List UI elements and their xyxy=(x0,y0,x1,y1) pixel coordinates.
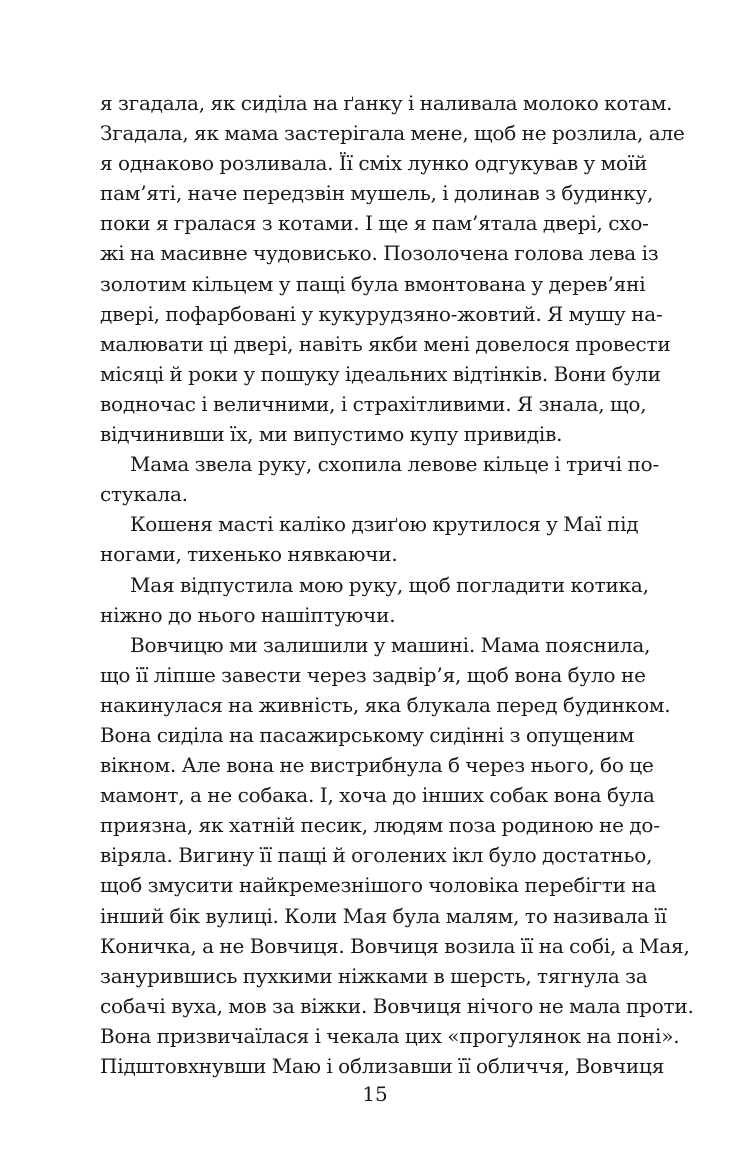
text-line: накинулася на живність, яка блукала перед будинком. xyxy=(100,692,671,717)
text-line: Згадала, як мама застерігала мене, щоб не розлила, але xyxy=(100,121,685,146)
text-line: вікном. Але вона не вистрибнула б через нього, бо це xyxy=(100,753,654,778)
text-line: двері, пофарбовані у кукурудзяно-жовтий. Я мушу на- xyxy=(100,301,663,326)
text-line: золотим кільцем у пащі була вмонтована у дерев’яні xyxy=(100,271,646,296)
text-line: поки я гралася з котами. І ще я пам’ятала двері, схо- xyxy=(100,211,649,236)
page-body xyxy=(100,88,694,1081)
text-line: жі на масивне чудовисько. Позолочена голова лева із xyxy=(100,241,659,266)
text-line: Мама звела руку, схопила левове кільце і тричі по- xyxy=(130,452,660,477)
text-line: пам’яті, наче передзвін мушель, і долинав з будинку, xyxy=(100,181,654,206)
text-line: ногами, тихенько нявкаючи. xyxy=(100,542,398,567)
text-line: мамонт, а не собака. І, хоча до інших собак вона була xyxy=(100,783,655,808)
text-line: приязна, як хатній песик, людям поза родиною не до- xyxy=(100,813,660,838)
text-line: відчинивши їх, ми випустимо купу привидів. xyxy=(100,422,563,447)
text-line: місяці й роки у пошуку ідеальних відтінків. Вони були xyxy=(100,361,661,386)
text-line: Вона призвичаїлася і чекала цих «прогулянок на поні». xyxy=(100,1023,680,1048)
text-line: Вона сиділа на пасажирському сидінні з опущеним xyxy=(100,722,635,747)
text-line: Мая відпустила мою руку, щоб погладити котика, xyxy=(130,572,649,597)
text-line: я згадала, як сиділа на ґанку і наливала молоко котам. xyxy=(100,91,673,115)
text-line: віряла. Вигину її пащі й оголених ікл було достатньо, xyxy=(100,843,653,868)
paragraph xyxy=(100,630,694,1081)
text-line: що її ліпше завести через задвір’я, щоб вона було не xyxy=(100,662,646,687)
page-number: 15 xyxy=(362,1082,388,1106)
text-line: Коничка, а не Вовчиця. Вовчиця возила її на собі, а Мая, xyxy=(100,933,690,958)
paragraph xyxy=(100,449,660,509)
text-line: водночас і величними, і страхітливими. Я знала, що, xyxy=(100,391,647,416)
text-line: Кошеня масті каліко дзиґою крутилося у Маї під xyxy=(130,512,639,537)
text-line: щоб змусити найкремезнішого чоловіка перебігти на xyxy=(100,873,657,898)
text-line: занурившись пухкими ніжками в шерсть, тягнула за xyxy=(100,963,648,988)
text-line: ніжно до нього нашіптуючи. xyxy=(100,602,396,627)
text-line: інший бік вулиці. Коли Мая була малям, то називала її xyxy=(100,903,667,928)
paragraph xyxy=(100,88,685,449)
paragraph xyxy=(100,570,649,630)
text-line: стукала. xyxy=(100,482,188,507)
text-line: Підштовхнувши Маю і облизавши її обличчя, Вовчиця xyxy=(100,1054,665,1078)
text-line: малювати ці двері, навіть якби мені довелося провести xyxy=(100,331,671,356)
text-line: я однаково розливала. Її сміх лунко одгукував у моїй xyxy=(100,151,648,176)
text-line: собачі вуха, мов за віжки. Вовчиця нічого не мала проти. xyxy=(100,993,694,1018)
text-line: Вовчицю ми залишили у машині. Мама пояснила, xyxy=(130,632,651,657)
paragraph xyxy=(100,509,639,569)
